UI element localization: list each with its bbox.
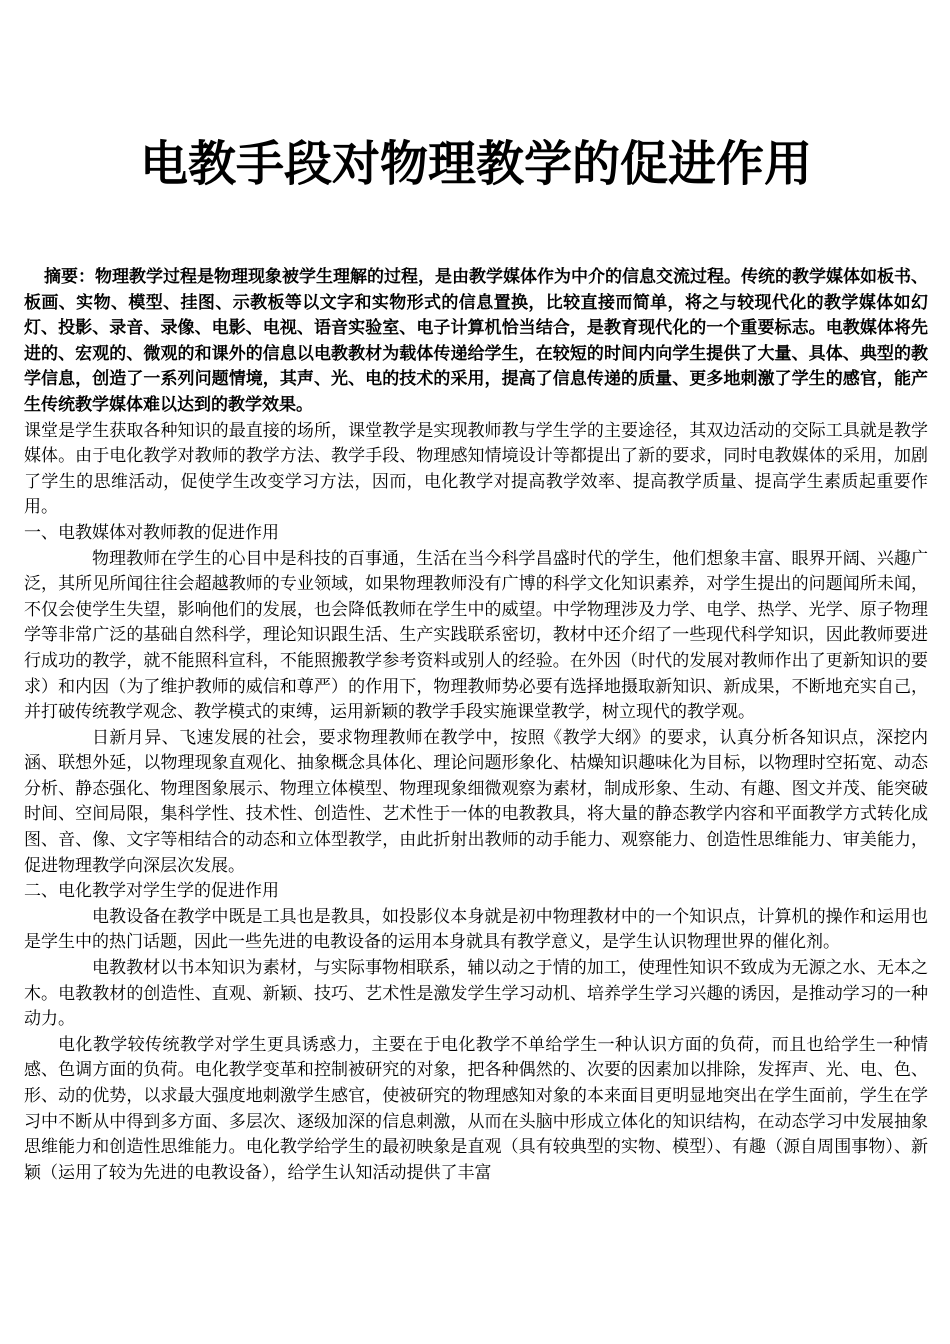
section-2-paragraph-1: 电教设备在教学中既是工具也是教具，如投影仪本身就是初中物理教材中的一个知识点，计算机的操作和运用也是学生中的热门话题，因此一些先进的电教设备的运用本身就具有教学意义，是学生认识物理世界的催化剂。 bbox=[24, 906, 928, 953]
section-1-paragraph-1: 物理教师在学生的心目中是科技的百事通，生活在当今科学昌盛时代的学生，他们想象丰富、眼界开阔、兴趣广泛，其所见所闻往往会超越教师的专业领域，如果物理教师没有广博的科学文化知识素养，对学生提出的问题闻所未闻，不仅会使学生失望，影响他们的发展，也会降低教师在学生中的威望。中学物理涉及力学、电学、热学、光学、原子物理学等非常广泛的基础自然科学，理论知识跟生活、生产实践联系密切，教材中还介绍了一些现代科学知识，因此教师要进行成功的教学，就不能照科宣科，不能照搬教学参考资料或别人的经验。在外因（时代的发展对教师作出了更新知识的要求）和内因（为了维护教师的威信和尊严）的作用下，物理教师势必要有选择地摄取新知识、新成果，不断地充实自己，并打破传统教学观念、教学模式的束缚，运用新颖的教学手段实施课堂教学，树立现代的教学观。 bbox=[24, 548, 928, 723]
section-2-paragraph-2: 电教教材以书本知识为素材，与实际事物相联系，辅以动之于情的加工，使理性知识不致成为无源之水、无本之木。电教教材的创造性、直观、新颖、技巧、艺术性是激发学生学习动机、培养学生学习兴趣的诱因，是推动学习的一种动力。 bbox=[24, 958, 928, 1030]
section-1-paragraph-2: 日新月异、飞速发展的社会，要求物理教师在教学中，按照《教学大纲》的要求，认真分析各知识点，深挖内涵、联想外延，以物理现象直观化、抽象概念具体化、理论问题形象化、枯燥知识趣味化为目标，以物理时空拓宽、动态分析、静态强化、物理图象展示、物理立体模型、物理现象细微观察为素材，制成形象、生动、有趣、图文并茂、能突破时间、空间局限，集科学性、技术性、创造性、艺术性于一体的电教教具，将大量的静态教学内容和平面教学方式转化成图、音、像、文字等相结合的动态和立体型教学，由此折射出教师的动手能力、观察能力、创造性思维能力、审美能力，促进物理教学向深层次发展。 bbox=[24, 727, 928, 876]
section-2-heading: 二、电化教学对学生学的促进作用 bbox=[24, 881, 279, 902]
section-1-heading: 一、电教媒体对教师教的促进作用 bbox=[24, 522, 279, 543]
intro-paragraph: 课堂是学生获取各种知识的最直接的场所，课堂教学是实现教师教与学生学的主要途径，其双边活动的交际工具就是教学媒体。由于电化教学对教师的教学方法、教学手段、物理感知情境设计等都提出了新的要求，同时电教媒体的采用，加剧了学生的思维活动，促使学生改变学习方法，因而，电化教学对提高教学效率、提高教学质量、提高学生素质起重要作用。 bbox=[24, 420, 928, 518]
document-title: 电教手段对物理教学的促进作用 bbox=[139, 136, 812, 192]
section-2-paragraph-3: 电化教学较传统教学对学生更具诱惑力，主要在于电化教学不单给学生一种认识方面的负荷，而且也给学生一种情感、色调方面的负荷。电化教学变革和控制被研究的对象，把各种偶然的、次要的因素加以排除，发挥声、光、电、色、形、动的优势，以求最大强度地刺激学生感官，使被研究的物理感知对象的本来面目更明显地突出在学生面前，学生在学习中不断从中得到多方面、多层次、逐级加深的信息刺激，从而在头脑中形成立体化的知识结构，在动态学习中发展抽象思维能力和创造性思维能力。电化教学给学生的最初映象是直观（具有较典型的实物、模型）、有趣（源自周围事物）、新颖（运用了较为先进的电教设备），给学生认知活动提供了丰富 bbox=[24, 1034, 928, 1183]
abstract-paragraph: 摘要：物理教学过程是物理现象被学生理解的过程，是由教学媒体作为中介的信息交流过程。传统的教学媒体如板书、板画、实物、模型、挂图、示教板等以文字和实物形式的信息置换，比较直接而简单，将之与较现代化的教学媒体如幻灯、投影、录音、录像、电影、电视、语音实验室、电子计算机恰当结合，是教育现代化的一个重要标志。电教媒体将先进的、宏观的、微观的和课外的信息以电教教材为载体传递给学生，在较短的时间内向学生提供了大量、具体、典型的教学信息，创造了一系列问题情境，其声、光、电的技术的采用，提高了信息传递的质量、更多地刺激了学生的感官，能产生传统教学媒体难以达到的教学效果。 bbox=[24, 267, 928, 415]
